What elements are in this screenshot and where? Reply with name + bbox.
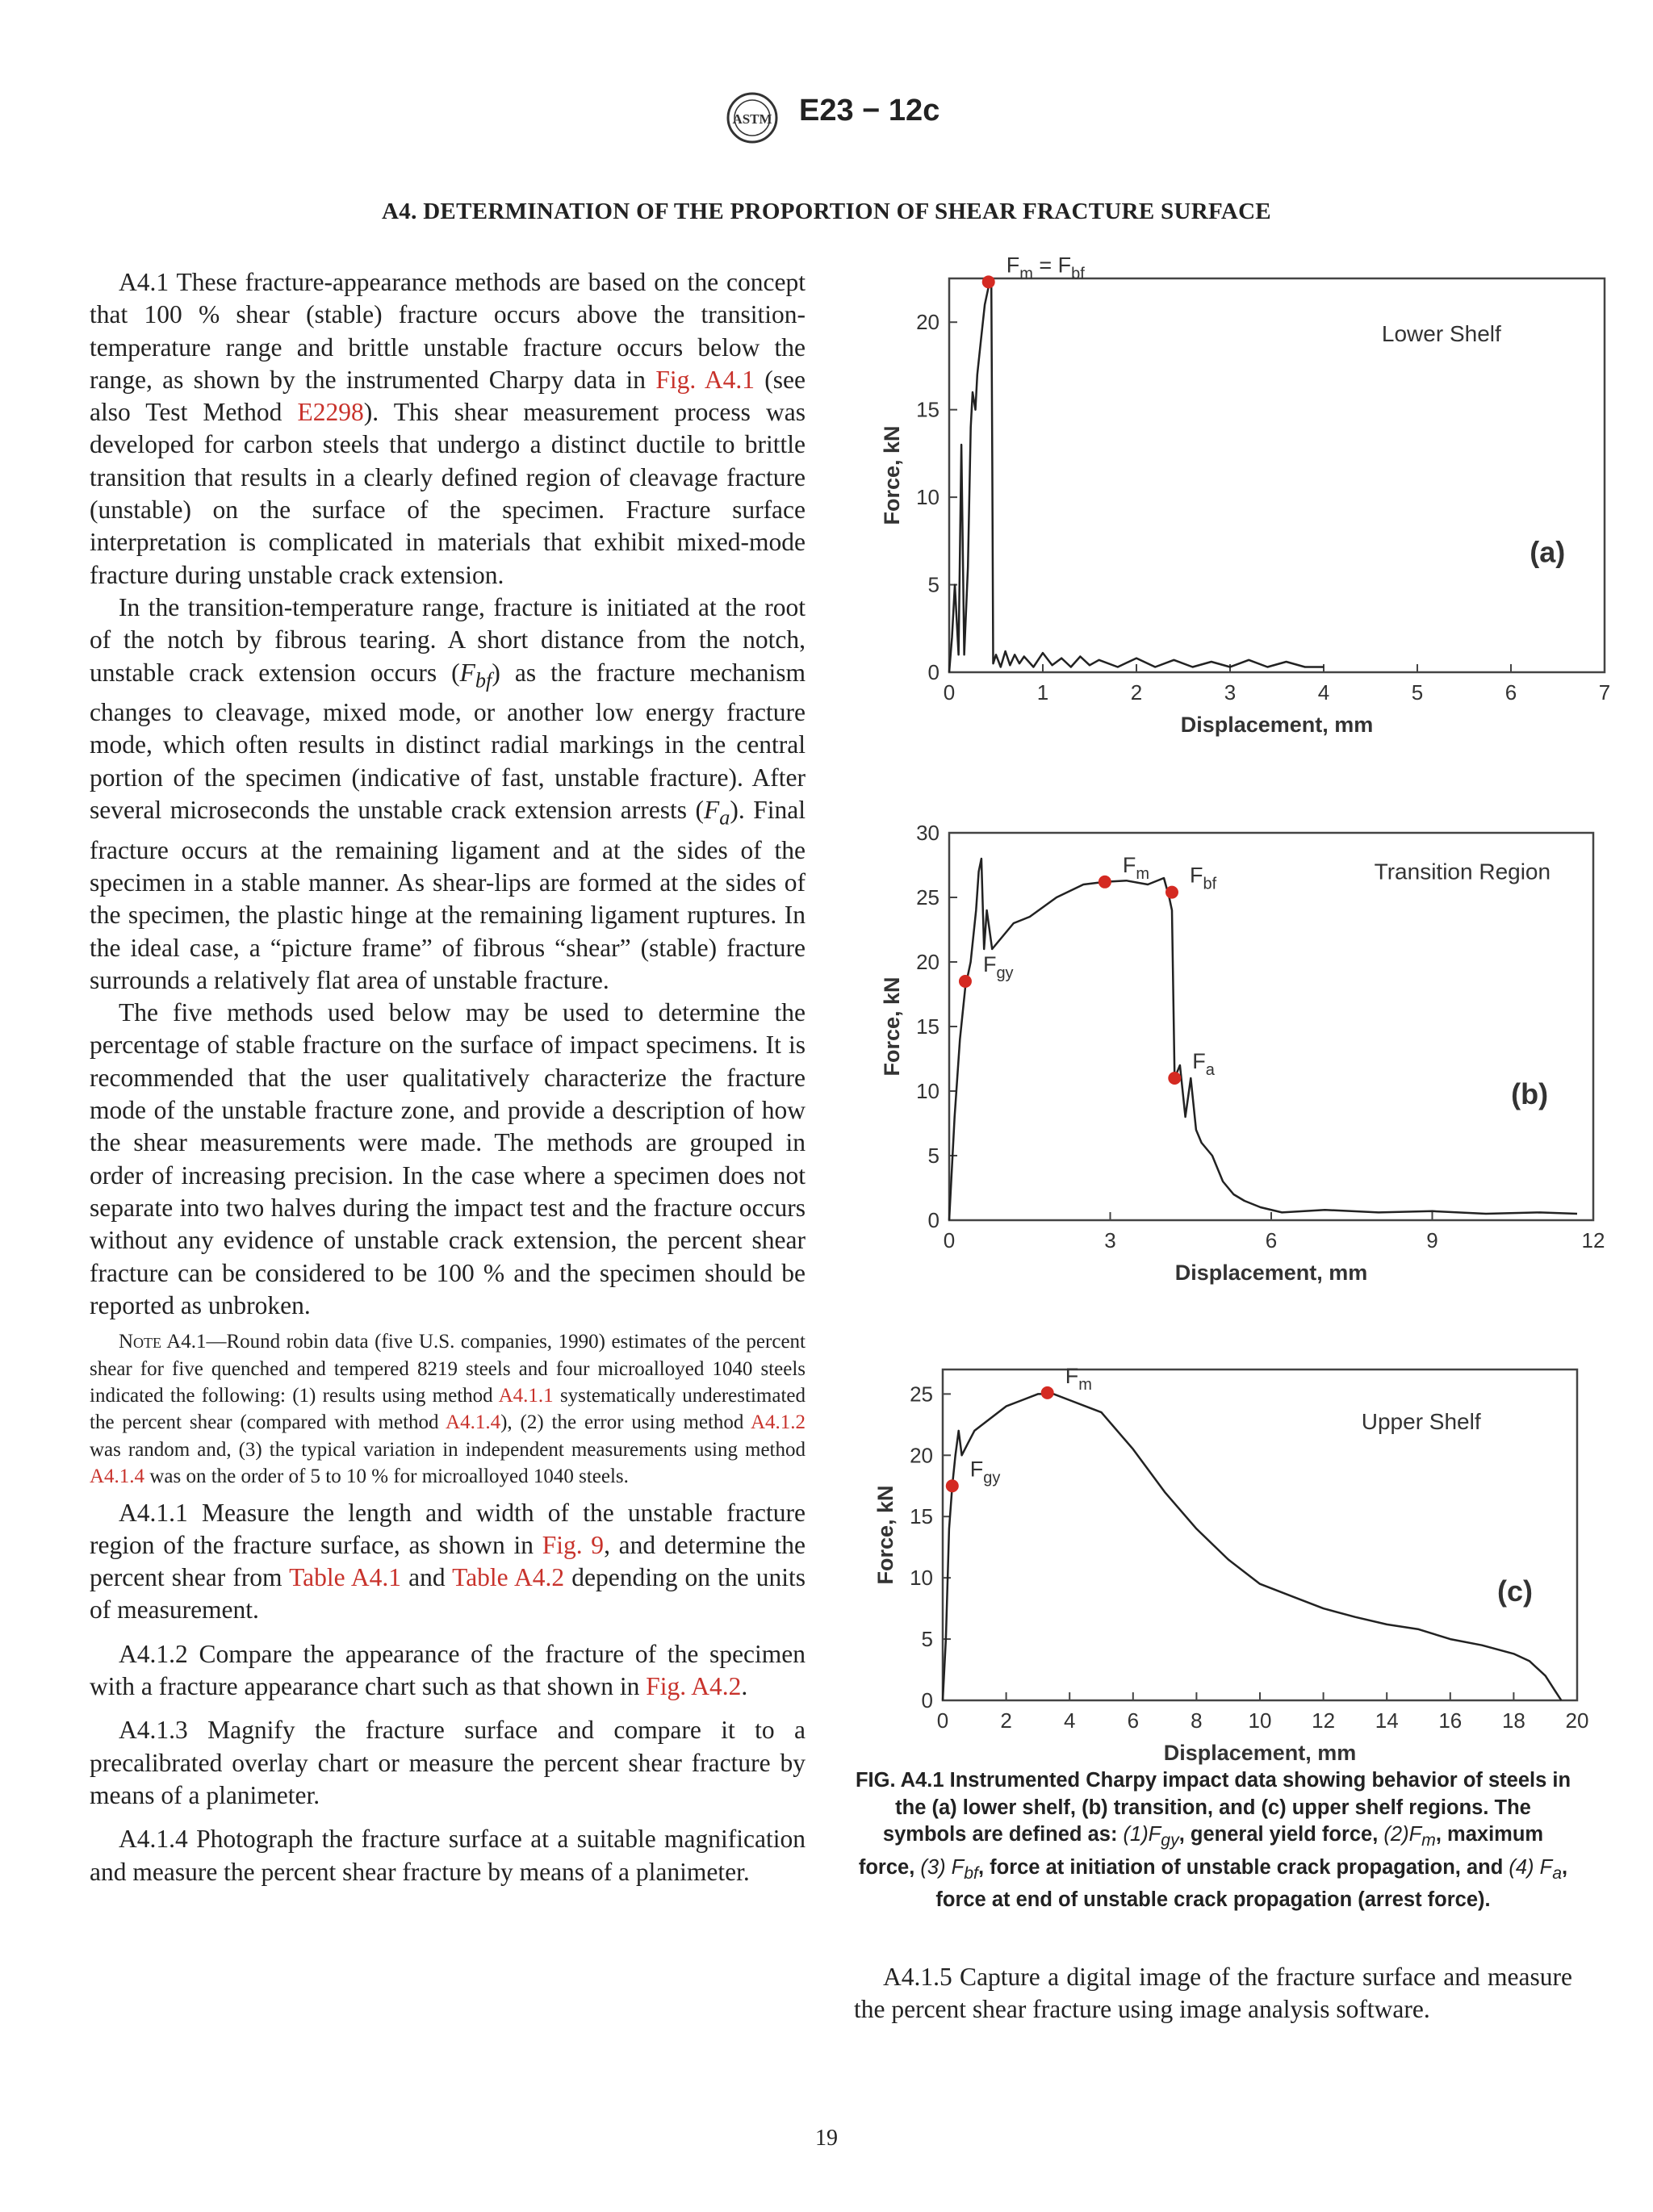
left-column bbox=[90, 266, 806, 1888]
chart-upper-shelf bbox=[854, 1352, 1589, 1765]
y-axis-label: Force, kN bbox=[880, 976, 904, 1077]
link-a4-1-2[interactable]: A4.1.2 bbox=[750, 1411, 806, 1434]
y-tick-label: 25 bbox=[910, 1382, 933, 1407]
link-table-a4-1[interactable]: Table A4.1 bbox=[289, 1563, 402, 1592]
paragraph-a41: A4.1 These fracture-appearance methods are based on the concept that 100 % shear (stable) fracture occurs above the transition-temperature range and brittle unstable fracture occurs below the range, as shown by the instrumented Charpy data in Fig. A4.1 (see also Test Method E2298). This shear measurement process was developed for carbon steels that undergo a distinct ductile to brittle transition that results in a clearly defined region of cleavage fracture (unstable) on the surface of the specimen. Fracture surface interpretation is complicated in materials that exhibit mixed-mode fracture during unstable crack extension. bbox=[90, 268, 806, 589]
paragraph-transition: In the transition-temperature range, fracture is initiated at the root of the notch by fibrous tearing. A short distance from the notch, unstable crack extension occurs $(F_{bf})$ as the fracture mechanism changes to cleavage, mixed mode, or another low energy fracture mode, which often results in distinct radial markings in the central portion of the specimen (indicative of fast, unstable fracture). After several microseconds the unstable crack extension arrests $(F_a)$. Final fracture occurs at the remaining ligament and at the sides of the specimen in a stable manner. As shear-lips are formed at the sides of the specimen, the plastic hinge at the remaining ligament ruptures. In the ideal case, a “picture frame” of fibrous “shear” (stable) fracture surrounds a relatively flat area of unstable fracture. bbox=[90, 592, 806, 994]
y-tick-label: 0 bbox=[921, 1688, 933, 1712]
x-tick-label: 1 bbox=[1036, 680, 1049, 705]
x-tick-label: 5 bbox=[1411, 680, 1424, 705]
note-a4-1: Note A4.1—Round robin data (five U.S. companies, 1990) estimates of the percent shear for five quenched and tempered 8219 steels and four microalloyed 1040 steels indicated the following: (1) results using method A4.1.1 systematically underestimated the percent shear (compared with method A4.1.4), (2) the error using method A4.1.2 was random and, (3) the typical variation in independent measurements using method A4.1.4 was on the order of 5 to 10 % for microalloyed 1040 steels. bbox=[90, 1331, 806, 1488]
y-tick-label: 5 bbox=[927, 572, 939, 597]
plot-frame bbox=[943, 1369, 1577, 1700]
link-a4-1-4b[interactable]: A4.1.4 bbox=[90, 1466, 145, 1488]
x-tick-label: 4 bbox=[1317, 680, 1330, 705]
y-tick-label: 15 bbox=[916, 1014, 939, 1039]
y-tick-label: 10 bbox=[916, 485, 939, 510]
y-tick-label: 5 bbox=[921, 1627, 933, 1652]
y-tick-label: 25 bbox=[916, 885, 939, 909]
y-tick-label: 0 bbox=[927, 1208, 939, 1232]
x-tick-label: 7 bbox=[1598, 680, 1611, 705]
annotation-label: $F_{gy}$ bbox=[969, 1457, 1001, 1487]
x-tick-label: 16 bbox=[1438, 1708, 1463, 1733]
y-tick-label: 20 bbox=[916, 950, 939, 974]
astm-logo-icon bbox=[725, 90, 780, 145]
x-tick-label: 10 bbox=[1248, 1708, 1272, 1733]
x-tick-label: 8 bbox=[1191, 1708, 1203, 1733]
annotation-point bbox=[1041, 1386, 1054, 1399]
plot-frame bbox=[949, 833, 1593, 1220]
paragraph-a411: A4.1.1 Measure the length and width of the unstable fracture region of the fracture surface, as shown in Fig. 9, and determine the percent shear from Table A4.1 and Table A4.2 depending on the units of measurement. bbox=[90, 1498, 806, 1625]
annotation-point bbox=[1165, 886, 1178, 899]
x-axis-label: Displacement, mm bbox=[1174, 1261, 1368, 1285]
y-tick-label: 10 bbox=[916, 1079, 939, 1103]
link-fig-a4-1[interactable]: Fig. A4.1 bbox=[655, 365, 755, 394]
page-header bbox=[0, 90, 1653, 147]
section-title: A4. DETERMINATION OF THE PROPORTION OF SHEAR FRACTURE SURFACE bbox=[382, 199, 1271, 224]
region-label: Transition Region bbox=[1374, 859, 1551, 884]
annotation-label: $F_{gy}$ bbox=[982, 952, 1014, 982]
y-tick-label: 30 bbox=[916, 821, 939, 845]
page-number: 19 bbox=[815, 2126, 838, 2151]
x-tick-label: 0 bbox=[936, 1708, 949, 1733]
plot-frame bbox=[949, 278, 1605, 672]
x-tick-label: 9 bbox=[1426, 1228, 1438, 1252]
chart-transition-region bbox=[854, 815, 1605, 1299]
x-tick-label: 2 bbox=[1130, 680, 1143, 705]
link-a4-1-4[interactable]: A4.1.4 bbox=[446, 1411, 501, 1434]
x-tick-label: 4 bbox=[1063, 1708, 1076, 1733]
x-tick-label: 3 bbox=[1224, 680, 1237, 705]
panel-label: (a) bbox=[1530, 535, 1566, 569]
document-number: E23 − 12c bbox=[799, 94, 940, 128]
panel-label: (b) bbox=[1511, 1077, 1549, 1110]
x-axis-label: Displacement, mm bbox=[1180, 713, 1374, 737]
y-tick-label: 0 bbox=[927, 660, 939, 684]
x-tick-label: 0 bbox=[943, 680, 956, 705]
y-axis-label: Force, kN bbox=[880, 425, 904, 525]
link-table-a4-2[interactable]: Table A4.2 bbox=[452, 1563, 565, 1592]
y-tick-label: 15 bbox=[916, 397, 939, 422]
paragraph-a414: A4.1.4 Photograph the fracture surface at a suitable magnification and measure the percent shear fracture by means of a planimeter. bbox=[90, 1825, 806, 1886]
link-a4-1-1[interactable]: A4.1.1 bbox=[498, 1384, 554, 1407]
region-label: Lower Shelf bbox=[1381, 321, 1501, 347]
x-tick-label: 12 bbox=[1312, 1708, 1336, 1733]
logo-text: ASTM bbox=[732, 111, 772, 127]
annotation-label: $F_m = F_{bf}$ bbox=[1006, 253, 1085, 283]
series-line bbox=[949, 859, 1577, 1220]
x-tick-label: 6 bbox=[1265, 1228, 1278, 1252]
x-tick-label: 14 bbox=[1375, 1708, 1399, 1733]
link-e2298[interactable]: E2298 bbox=[297, 398, 364, 427]
x-tick-label: 3 bbox=[1104, 1228, 1116, 1252]
x-tick-label: 6 bbox=[1127, 1708, 1140, 1733]
link-fig-a4-2[interactable]: Fig. A4.2 bbox=[646, 1672, 742, 1701]
annotation-point bbox=[1099, 876, 1111, 889]
paragraph-a412: A4.1.2 Compare the appearance of the fracture of the specimen with a fracture appearance chart such as that shown in Fig. A4.2. bbox=[90, 1639, 806, 1701]
x-tick-label: 0 bbox=[943, 1228, 956, 1252]
paragraph-five-methods: The five methods used below may be used to determine the percentage of stable fracture on the surface of impact specimens. It is recommended that the user qualitatively characterize the fracture mode of the unstable fracture zone, and provide a description of how the shear measurements were made. The methods are grouped in order of increasing precision. In the case where a specimen does not separate into two halves during the impact test and the fracture occurs without any evidence of unstable crack extension, the percent shear fracture can be considered to be 100 % and the specimen should be reported as unbroken. bbox=[90, 998, 806, 1319]
paragraph-a415: A4.1.5 Capture a digital image of the fracture surface and measure the percent shear fracture using image analysis software. bbox=[854, 1963, 1572, 2024]
annotation-label: $F_a$ bbox=[1192, 1049, 1215, 1079]
annotation-point bbox=[959, 975, 972, 988]
x-tick-label: 6 bbox=[1504, 680, 1517, 705]
annotation-label: $F_m$ bbox=[1122, 852, 1150, 883]
figure-caption: FIG. A4.1 Instrumented Charpy impact data showing behavior of steels in the (a) lower shelf, (b) transition, and (c) upper shelf regions. The symbols are defined as: $(1)F_{gy}$, general yield force, $(2)F_m$, maximum force, (3) $F_{bf}$, force at initiation of unstable crack propagation, and (4) $F_a$, force at end of unstable crack propagation (arrest force). bbox=[855, 1769, 1571, 1912]
panel-label: (c) bbox=[1496, 1574, 1533, 1608]
series-line bbox=[949, 282, 1324, 672]
x-tick-label: 20 bbox=[1565, 1708, 1589, 1733]
x-axis-label: Displacement, mm bbox=[1163, 1741, 1357, 1765]
annotation-label: $F_{bf}$ bbox=[1189, 863, 1217, 893]
y-axis-label: Force, kN bbox=[873, 1485, 898, 1585]
y-tick-label: 10 bbox=[910, 1566, 933, 1591]
annotation-label: $F_m$ bbox=[1065, 1363, 1092, 1394]
y-tick-label: 15 bbox=[910, 1504, 933, 1529]
region-label: Upper Shelf bbox=[1361, 1408, 1481, 1434]
annotation-point bbox=[982, 275, 995, 288]
x-tick-label: 2 bbox=[1000, 1708, 1012, 1733]
chart-lower-shelf bbox=[854, 253, 1611, 746]
annotation-point bbox=[1168, 1072, 1181, 1085]
link-fig-9[interactable]: Fig. 9 bbox=[542, 1530, 605, 1559]
y-tick-label: 20 bbox=[916, 310, 939, 335]
y-tick-label: 5 bbox=[927, 1144, 939, 1168]
paragraph-a413: A4.1.3 Magnify the fracture surface and compare it to a precalibrated overlay chart or measure the percent shear fracture by means of a planimeter. bbox=[90, 1716, 806, 1809]
x-tick-label: 18 bbox=[1501, 1708, 1525, 1733]
series-line bbox=[943, 1394, 1561, 1700]
x-tick-label: 12 bbox=[1581, 1228, 1605, 1252]
y-tick-label: 20 bbox=[910, 1443, 933, 1468]
annotation-point bbox=[946, 1479, 959, 1492]
